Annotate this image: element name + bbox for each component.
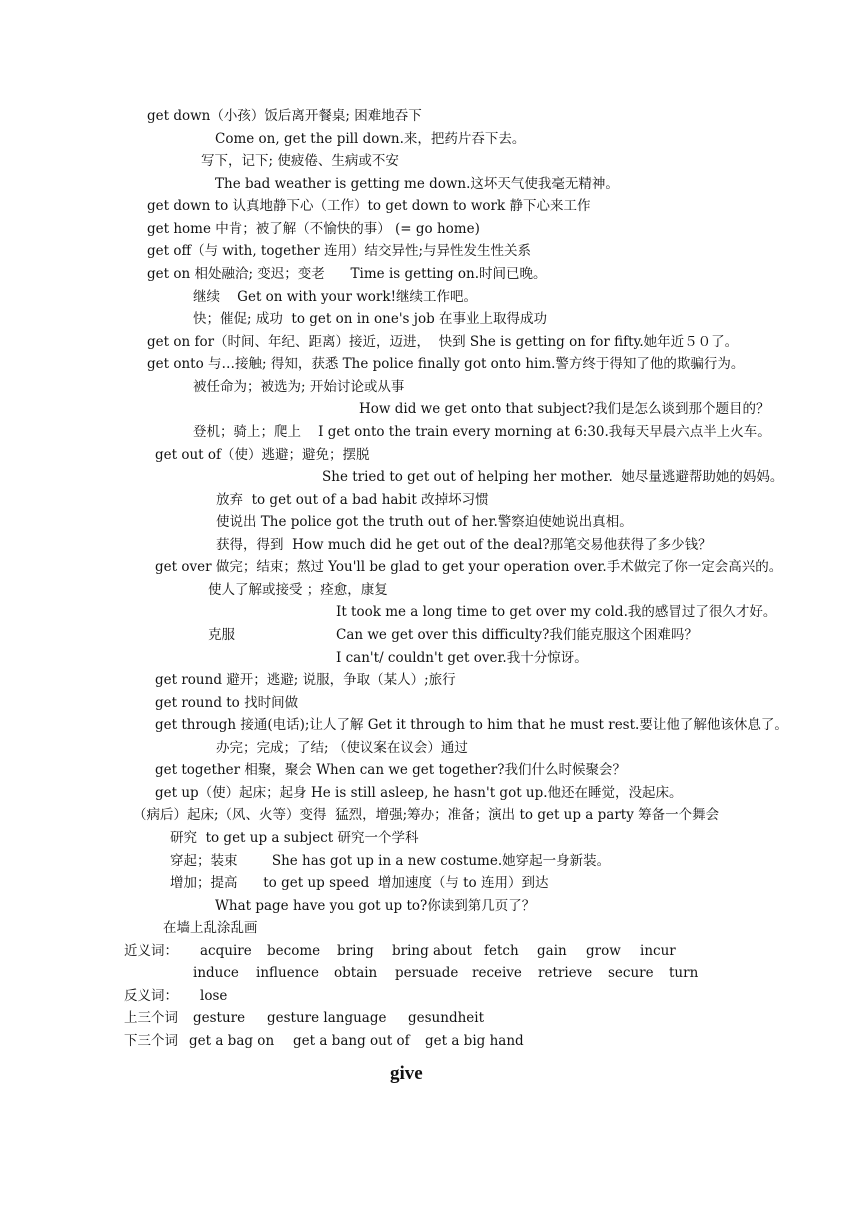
example-line: She tried to get out of helping her mother. 她尽量逃避帮助她的妈妈。 xyxy=(322,469,784,485)
entry-get-down-to: get down to 认真地静下心（工作）to get down to work 静下心来工作 xyxy=(147,198,591,214)
definition-line: 放弃 to get out of a bad habit 改掉坏习惯 xyxy=(216,492,489,508)
entry-get-down: get down（小孩）饭后离开餐桌; 困难地吞下 xyxy=(147,108,422,124)
entry-get-out-of: get out of（使）逃避；避免；摆脱 xyxy=(155,447,370,463)
synonym-word: gain xyxy=(537,943,567,959)
synonym-word: obtain xyxy=(334,965,378,981)
definition-line: 克服 xyxy=(208,627,235,643)
example-line: Can we get over this difficulty?我们能克服这个困难吗？ xyxy=(336,627,698,643)
example-line: How did we get onto that subject?我们是怎么谈到那个题目的？ xyxy=(359,401,770,417)
entry-get-home: get home 中肯；被了解（不愉快的事） (= go home) xyxy=(147,221,480,237)
synonym-word: influence xyxy=(256,965,319,981)
definition-line: （病后）起床;（风、火等）变得 猛烈，增强;筹办；准备；演出 to get up a party 筹备一个舞会 xyxy=(133,807,720,823)
synonyms-label: 近义词： xyxy=(124,943,178,959)
definition-line: 快；催促; 成功 to get on in one's job 在事业上取得成功 xyxy=(193,311,548,327)
synonym-word: secure xyxy=(608,965,654,981)
antonym-word: lose xyxy=(200,988,228,1004)
definition-line: 登机；骑上；爬上 I get onto the train every morning at 6:30.我每天早晨六点半上火车。 xyxy=(193,424,771,440)
example-line: It took me a long time to get over my cold.我的感冒过了很久才好。 xyxy=(336,604,777,620)
antonyms-label: 反义词： xyxy=(124,988,178,1004)
synonym-word: turn xyxy=(669,965,699,981)
definition-line: 被任命为；被选为; 开始讨论或从事 xyxy=(193,379,405,395)
entry-get-on-for: get on for（时间、年纪、距离）接近，迈进， 快到 She is getting on for fifty.她年近５０了。 xyxy=(147,334,739,350)
definition-line: 研究 to get up a subject 研究一个学科 xyxy=(170,830,419,846)
entry-get-round: get round 避开；逃避; 说服，争取（某人）;旅行 xyxy=(155,672,456,688)
synonym-word: fetch xyxy=(484,943,519,959)
entry-get-round-to: get round to 找时间做 xyxy=(155,695,299,711)
synonym-word: become xyxy=(267,943,321,959)
definition-line: 穿起；装束 She has got up in a new costume.她穿起一身新装。 xyxy=(170,853,611,869)
synonym-word: persuade xyxy=(395,965,459,981)
synonym-word: bring xyxy=(337,943,374,959)
next-word: get a big hand xyxy=(425,1033,524,1049)
definition-line: 使人了解或接受 ；痊愈，康复 xyxy=(208,582,388,598)
entry-get-through: get through 接通(电话);让人了解 Get it through to him that he must rest.要让他了解他该休息了。 xyxy=(155,717,788,733)
previous-word: gesture xyxy=(193,1010,246,1026)
entry-get-onto: get onto 与…接触; 得知，获悉 The police finally got onto him.警方终于得知了他的欺骗行为。 xyxy=(147,356,745,372)
next-word: get a bang out of xyxy=(293,1033,410,1049)
next-word: get a bag on xyxy=(189,1033,275,1049)
definition-line: 使说出 The police got the truth out of her.警察迫使她说出真相。 xyxy=(216,514,633,530)
synonym-word: receive xyxy=(472,965,522,981)
entry-get-on: get on 相处融洽; 变迟；变老 Time is getting on.时间已晚。 xyxy=(147,266,547,282)
synonym-word: retrieve xyxy=(538,965,593,981)
previous-three-label: 上三个词 xyxy=(124,1010,178,1026)
definition-line: 增加；提高 to get up speed 增加速度（与 to 连用）到达 xyxy=(170,875,549,891)
synonym-word: incur xyxy=(640,943,676,959)
entry-get-together: get together 相聚，聚会 When can we get together?我们什么时候聚会？ xyxy=(155,762,626,778)
synonym-word: induce xyxy=(193,965,239,981)
previous-word: gesundheit xyxy=(408,1010,485,1026)
synonym-word: grow xyxy=(586,943,621,959)
definition-line: 在墙上乱涂乱画 xyxy=(163,920,258,936)
example-line: The bad weather is getting me down.这坏天气使我毫无精神。 xyxy=(215,176,619,192)
example-line: I can't/ couldn't get over.我十分惊讶。 xyxy=(336,650,588,666)
synonym-word: bring about xyxy=(392,943,472,959)
definition-line: 写下，记下; 使疲倦、生病或不安 xyxy=(201,153,399,169)
definition-line: 继续 Get on with your work!继续工作吧。 xyxy=(193,289,477,305)
entry-get-up: get up（使）起床；起身 He is still asleep, he hasn't got up.他还在睡觉，没起床。 xyxy=(155,785,683,801)
entry-get-over: get over 做完；结束；熬过 You'll be glad to get your operation over.手术做完了你一定会高兴的。 xyxy=(155,559,783,575)
example-line: Come on, get the pill down.来，把药片吞下去。 xyxy=(215,131,526,147)
definition-line: 办完；完成；了结; （使议案在议会）通过 xyxy=(216,740,468,756)
entry-get-off: get off（与 with, together 连用）结交异性;与异性发生性关系 xyxy=(147,243,532,259)
previous-word: gesture language xyxy=(267,1010,387,1026)
synonym-word: acquire xyxy=(200,943,252,959)
next-three-label: 下三个词 xyxy=(124,1033,178,1049)
example-line: What page have you got up to?你读到第几页了？ xyxy=(215,898,536,914)
next-headword: give xyxy=(390,1063,423,1084)
definition-line: 获得，得到 How much did he get out of the deal?那笔交易他获得了多少钱？ xyxy=(216,537,712,553)
